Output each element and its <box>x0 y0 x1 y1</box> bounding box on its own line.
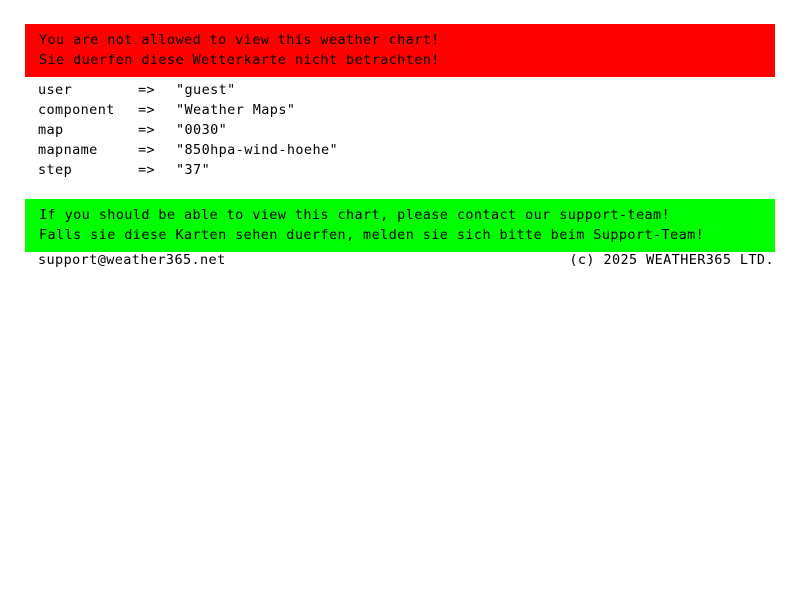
parameter-key: step <box>38 162 73 178</box>
copyright-text: (c) 2025 WEATHER365 LTD. <box>569 252 774 268</box>
table-row <box>38 100 778 120</box>
error-banner-line-de: Sie duerfen diese Wetterkarte nicht betrachten! <box>39 52 440 68</box>
parameter-value: "850hpa-wind-hoehe" <box>176 142 339 158</box>
info-banner-line-en: If you should be able to view this chart, please contact our support-team! <box>39 207 671 223</box>
support-email-link[interactable]: support@weather365.net <box>38 252 226 268</box>
error-banner-line-en: You are not allowed to view this weather chart! <box>39 32 440 48</box>
parameter-list <box>38 80 778 180</box>
error-banner <box>25 24 775 77</box>
parameter-key: mapname <box>38 142 98 158</box>
parameter-key: map <box>38 122 64 138</box>
parameter-arrow: => <box>138 102 156 118</box>
parameter-arrow: => <box>138 122 156 138</box>
parameter-arrow: => <box>138 162 156 178</box>
parameter-key: component <box>38 102 115 118</box>
table-row <box>38 80 778 100</box>
footer <box>38 250 774 270</box>
parameter-value: "guest" <box>176 82 236 98</box>
parameter-value: "0030" <box>176 122 228 138</box>
table-row <box>38 120 778 140</box>
parameter-arrow: => <box>138 142 156 158</box>
table-row <box>38 160 778 180</box>
parameter-key: user <box>38 82 73 98</box>
info-banner <box>25 199 775 252</box>
parameter-value: "Weather Maps" <box>176 102 296 118</box>
table-row <box>38 140 778 160</box>
parameter-value: "37" <box>176 162 211 178</box>
parameter-arrow: => <box>138 82 156 98</box>
info-banner-line-de: Falls sie diese Karten sehen duerfen, melden sie sich bitte beim Support-Team! <box>39 227 705 243</box>
